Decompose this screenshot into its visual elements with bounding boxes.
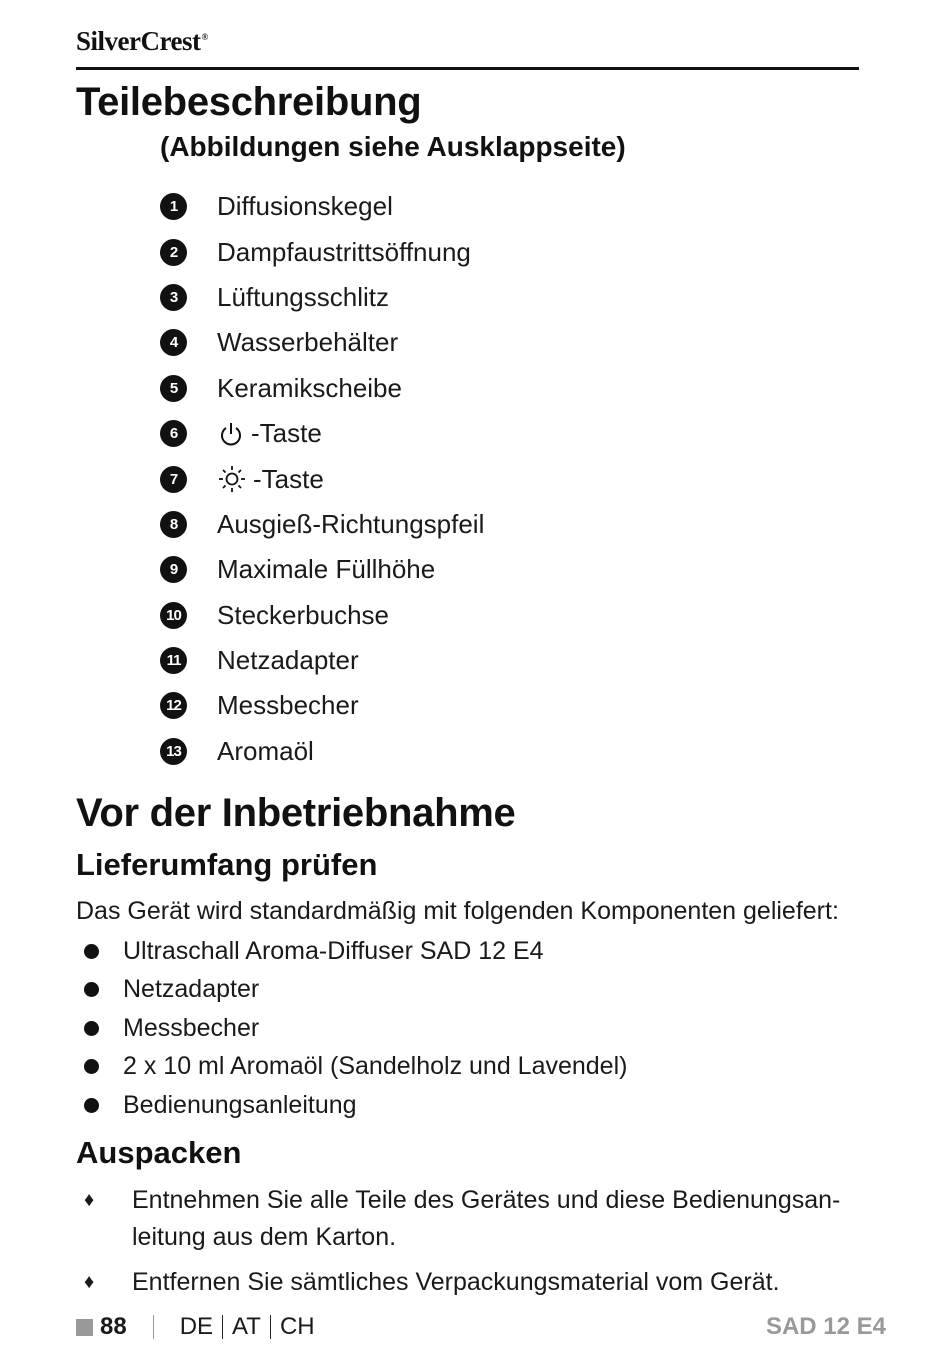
power-icon <box>217 420 245 448</box>
list-item <box>84 1009 627 1048</box>
part-label: Netzadapter <box>217 645 359 676</box>
divider <box>222 1315 223 1339</box>
page-footer <box>76 1311 886 1343</box>
bullet-icon <box>84 944 99 959</box>
part-label: Aromaöl <box>217 735 314 766</box>
list-item <box>84 1182 859 1256</box>
part-label: Diffusionskegel <box>217 191 393 222</box>
item-text: 2 x 10 ml Aromaöl (Sandelholz und Lavendel) <box>123 1052 628 1081</box>
part-number: 10 <box>160 602 187 629</box>
item-text: Ultraschall Aroma-Diffuser SAD 12 E4 <box>123 936 544 965</box>
part-label: Keramikscheibe <box>217 372 402 403</box>
unpacking-steps <box>84 1182 859 1309</box>
part-number: 12 <box>160 692 187 719</box>
list-item <box>160 275 484 320</box>
bullet-icon <box>84 1021 99 1036</box>
page-number: 88 <box>100 1313 127 1340</box>
list-item <box>160 229 484 274</box>
part-number: 11 <box>160 647 187 674</box>
list-item <box>160 729 484 774</box>
part-number: 8 <box>160 511 187 538</box>
light-icon <box>217 465 247 493</box>
step-text: Entnehmen Sie alle Teile des Gerätes und diese Bedienungsan-leitung aus dem Karton. <box>132 1186 841 1251</box>
part-number: 2 <box>160 239 187 266</box>
bullet-icon <box>84 1059 99 1074</box>
contents-list <box>84 932 627 1125</box>
section-title-setup: Vor der Inbetriebnahme <box>76 791 516 835</box>
country-code: DE <box>179 1313 214 1340</box>
part-number: 6 <box>160 420 187 447</box>
list-item <box>160 411 484 456</box>
header-divider <box>76 67 859 70</box>
subsection-title-unpacking: Auspacken <box>76 1135 242 1170</box>
list-item <box>160 366 484 411</box>
list-item <box>84 1264 859 1301</box>
section-title-parts: Teilebeschreibung <box>76 80 422 124</box>
diamond-bullet-icon: ♦ <box>84 1189 95 1211</box>
list-item <box>84 932 627 971</box>
bullet-icon <box>84 982 99 997</box>
part-label: Ausgieß-Richtungspfeil <box>217 508 485 539</box>
list-item <box>160 456 484 501</box>
country-code: AT <box>232 1313 261 1340</box>
part-number: 4 <box>160 329 187 356</box>
part-label: Messbecher <box>217 690 359 721</box>
brand-logo: SilverCrest® <box>76 26 208 56</box>
part-label: -Taste <box>253 463 324 494</box>
part-number: 5 <box>160 375 187 402</box>
intro-text: Das Gerät wird standardmäßig mit folgenden Komponenten geliefert: <box>76 897 839 925</box>
section-subtitle: (Abbildungen siehe Ausklappseite) <box>160 131 626 162</box>
list-item <box>160 184 484 229</box>
part-number: 7 <box>160 466 187 493</box>
list-item <box>160 683 484 728</box>
bullet-icon <box>84 1098 99 1113</box>
item-text: Messbecher <box>123 1013 260 1042</box>
model-number: SAD 12 E4 <box>765 1313 886 1340</box>
list-item <box>160 320 484 365</box>
list-item <box>160 638 484 683</box>
list-item <box>84 1048 627 1087</box>
part-label: Steckerbuchse <box>217 599 389 630</box>
parts-list <box>160 184 484 774</box>
part-number: 1 <box>160 193 187 220</box>
part-label: Lüftungsschlitz <box>217 281 389 312</box>
part-number: 9 <box>160 556 187 583</box>
list-item <box>160 593 484 638</box>
square-icon <box>76 1319 93 1336</box>
list-item <box>84 971 627 1010</box>
country-code: CH <box>279 1313 315 1340</box>
list-item <box>160 547 484 592</box>
divider <box>153 1315 154 1339</box>
item-text: Bedienungsanleitung <box>123 1090 357 1119</box>
diamond-bullet-icon: ♦ <box>84 1271 95 1293</box>
part-label: Wasserbehälter <box>217 327 399 358</box>
part-label: Maximale Füllhöhe <box>217 554 436 585</box>
divider <box>270 1315 271 1339</box>
part-number: 13 <box>160 738 187 765</box>
list-item <box>84 1086 627 1125</box>
list-item <box>160 502 484 547</box>
subsection-title-contents: Lieferumfang prüfen <box>76 847 378 882</box>
step-text: Entfernen Sie sämtliches Verpackungsmaterial vom Gerät. <box>132 1268 780 1296</box>
part-number: 3 <box>160 284 187 311</box>
part-label: -Taste <box>251 418 322 449</box>
part-label: Dampfaustrittsöffnung <box>217 236 471 267</box>
item-text: Netzadapter <box>123 975 260 1004</box>
